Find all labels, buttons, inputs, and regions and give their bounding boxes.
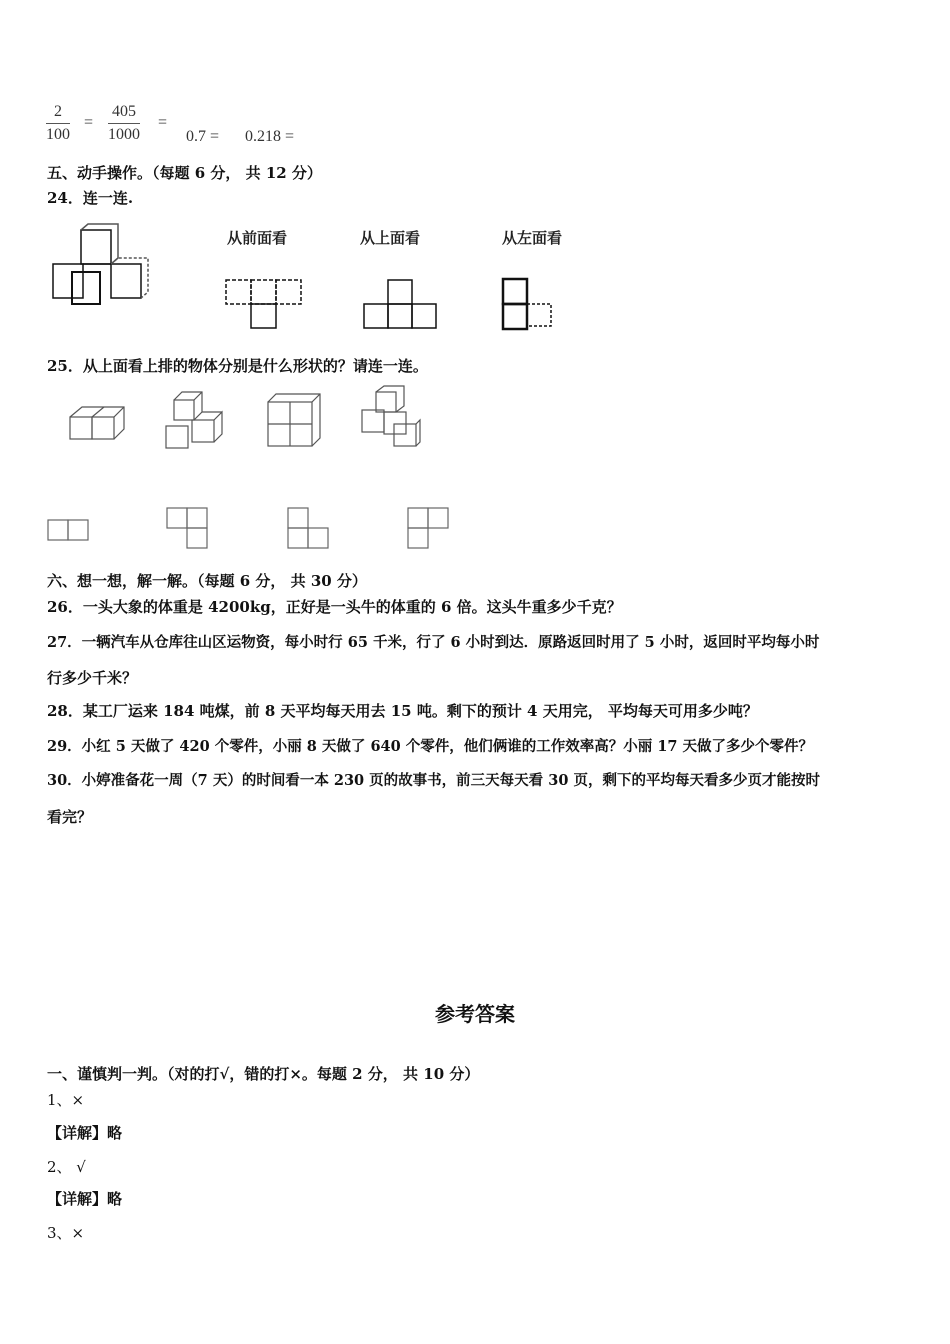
fraction-2-100	[46, 101, 70, 146]
question-26: 26．一头大象的体重是 4200kg，正好是一头牛的体重的 6 倍。这头牛重多少千克？	[47, 598, 622, 616]
left-view-shape	[500, 276, 560, 332]
question-30-line2: 看完？	[47, 808, 93, 826]
q25-object-3	[264, 392, 324, 452]
view-label-top: 从上面看	[360, 229, 421, 247]
q25-object-4	[358, 386, 422, 450]
q25-shape-3	[286, 506, 336, 556]
numerator: 2	[46, 101, 70, 124]
q25-object-2	[162, 390, 226, 454]
equals-2: =	[158, 114, 168, 131]
view-label-left: 从左面看	[502, 229, 563, 247]
decimal-0-218: 0.218 =	[245, 128, 295, 145]
equals-1: =	[84, 114, 94, 131]
question-29: 29．小红 5 天做了 420 个零件，小丽 8 天做了 640 个零件，他们俩谁的工作效率高？小丽 17 天做了多少个零件？	[47, 738, 814, 755]
section5-heading: 五、动手操作。（每题 6 分， 共 12 分）	[47, 164, 322, 182]
q24-cube-figure	[50, 226, 150, 316]
question-24: 24．连一连.	[47, 189, 134, 207]
denominator: 1000	[108, 126, 140, 143]
denominator: 100	[46, 126, 70, 143]
q25-shape-2	[165, 506, 215, 556]
answer-1: 1、×	[47, 1091, 85, 1109]
decimal-0-7: 0.7 =	[186, 128, 220, 145]
answer-2-detail: 【详解】略	[47, 1190, 123, 1208]
q25-object-1	[66, 395, 126, 455]
answers-heading: 一、谨慎判一判。（对的打√，错的打×。每题 2 分， 共 10 分）	[47, 1065, 480, 1083]
answer-1-detail: 【详解】略	[47, 1124, 123, 1142]
section6-heading: 六、想一想，解一解。（每题 6 分， 共 30 分）	[47, 572, 367, 590]
front-view-shape	[224, 278, 304, 330]
question-27-line1: 27．一辆汽车从仓库往山区运物资，每小时行 65 千米，行了 6 小时到达．原路返回时用了 5 小时，返回时平均每小时	[47, 634, 820, 651]
numerator: 405	[108, 101, 140, 124]
answer-2: 2、 √	[47, 1158, 86, 1176]
question-27-line2: 行多少千米？	[47, 669, 138, 687]
q25-shape-1	[46, 516, 96, 546]
question-28: 28．某工厂运来 184 吨煤，前 8 天平均每天用去 15 吨。剩下的预计 4 天用完， 平均每天可用多少吨？	[47, 702, 758, 720]
top-view-shape	[362, 278, 442, 330]
question-25: 25．从上面看上排的物体分别是什么形状的？请连一连。	[47, 357, 428, 375]
q25-shape-4	[406, 506, 456, 556]
answer-3: 3、×	[47, 1224, 85, 1242]
view-label-front: 从前面看	[227, 229, 288, 247]
question-30-line1: 30．小婷准备花一周（7 天）的时间看一本 230 页的故事书，前三天每天看 30 页，剩下的平均每天看多少页才能按时	[47, 772, 820, 789]
fraction-405-1000	[108, 101, 140, 146]
answers-title: 参考答案	[435, 1002, 515, 1026]
